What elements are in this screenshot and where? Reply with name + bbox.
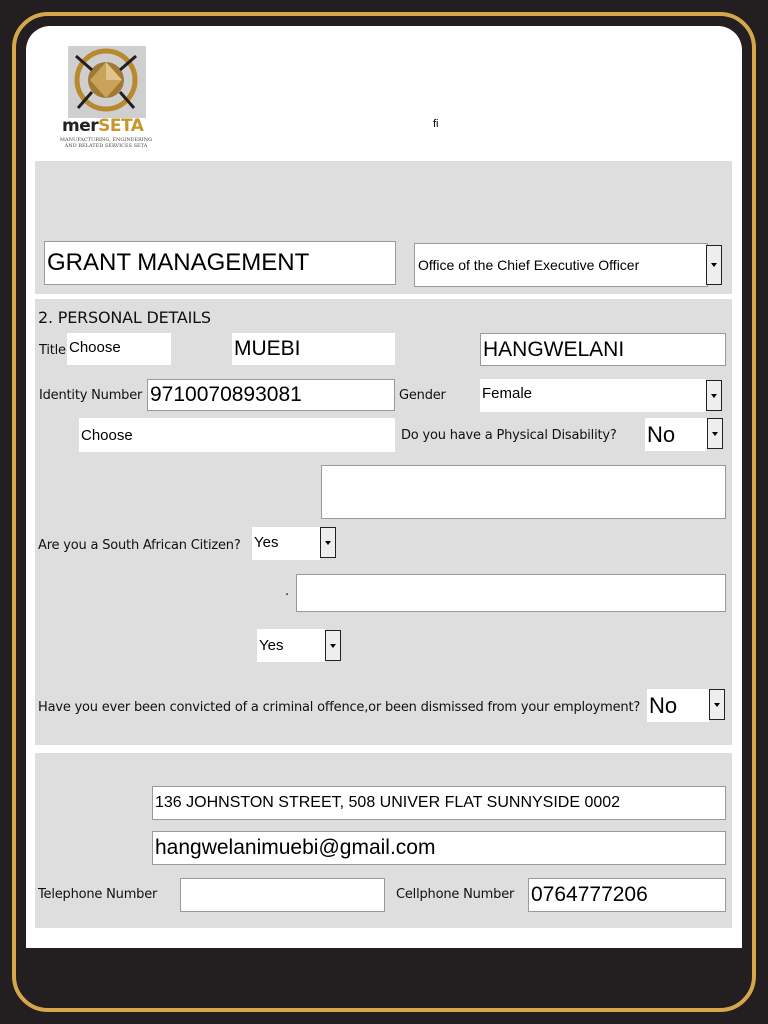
- brand-tagline: [48, 137, 164, 149]
- merseta-logo: [68, 46, 146, 118]
- citizen-dropdown-arrow[interactable]: [320, 527, 336, 558]
- cellphone-label: Cellphone Number: [396, 887, 515, 902]
- email-field[interactable]: hangwelanimuebi@gmail.com: [152, 831, 726, 865]
- section-title: 2. PERSONAL DETAILS: [38, 308, 211, 327]
- surname-field[interactable]: MUEBI: [232, 333, 395, 365]
- gender-dropdown-arrow[interactable]: [706, 380, 722, 411]
- telephone-field[interactable]: [180, 878, 385, 912]
- disability-dropdown-arrow[interactable]: [707, 418, 723, 449]
- citizen-details-field[interactable]: [296, 574, 726, 612]
- merseta-emblem-icon: [68, 46, 146, 118]
- cellphone-field[interactable]: 0764777206: [528, 878, 726, 912]
- tagline-line-1: MANUFACTURING, ENGINEERING: [59, 137, 153, 143]
- yes-select[interactable]: Yes: [257, 629, 325, 662]
- brand-seta: SETA: [98, 116, 144, 136]
- title-label: Title: [39, 343, 66, 358]
- dot-label: .: [285, 584, 289, 599]
- header-mark: fi: [433, 118, 439, 130]
- criminal-label: Have you ever been convicted of a criminal offence,or been dismissed from your employment?: [38, 700, 641, 715]
- gender-label: Gender: [399, 388, 446, 403]
- brand-mer: mer: [62, 116, 99, 136]
- disability-label: Do you have a Physical Disability?: [401, 428, 617, 443]
- telephone-label: Telephone Number: [38, 887, 158, 902]
- citizen-label: Are you a South African Citizen?: [38, 538, 241, 553]
- brand-name: [62, 116, 143, 136]
- address-field[interactable]: 136 JOHNSTON STREET, 508 UNIVER FLAT SUNNYSIDE 0002: [152, 786, 726, 820]
- criminal-select[interactable]: No: [647, 689, 709, 722]
- gender-select[interactable]: Female: [480, 379, 706, 412]
- title-select[interactable]: Choose: [67, 333, 171, 365]
- yes-dropdown-arrow[interactable]: [325, 630, 341, 661]
- race-select[interactable]: Choose: [79, 418, 395, 452]
- id-number-field[interactable]: 9710070893081: [147, 379, 395, 411]
- disability-details-field[interactable]: [321, 465, 726, 519]
- criminal-dropdown-arrow[interactable]: [709, 689, 725, 720]
- first-name-field[interactable]: HANGWELANI: [480, 333, 726, 366]
- id-label: Identity Number: [39, 388, 143, 403]
- tagline-line-2: AND RELATED SERVICES SETA: [64, 143, 148, 149]
- department-field[interactable]: GRANT MANAGEMENT: [44, 241, 396, 285]
- office-dropdown-arrow[interactable]: [706, 245, 722, 285]
- office-select[interactable]: Office of the Chief Executive Officer: [414, 243, 708, 287]
- disability-select[interactable]: No: [645, 418, 707, 451]
- citizen-select[interactable]: Yes: [252, 527, 320, 560]
- form-page: [26, 26, 742, 948]
